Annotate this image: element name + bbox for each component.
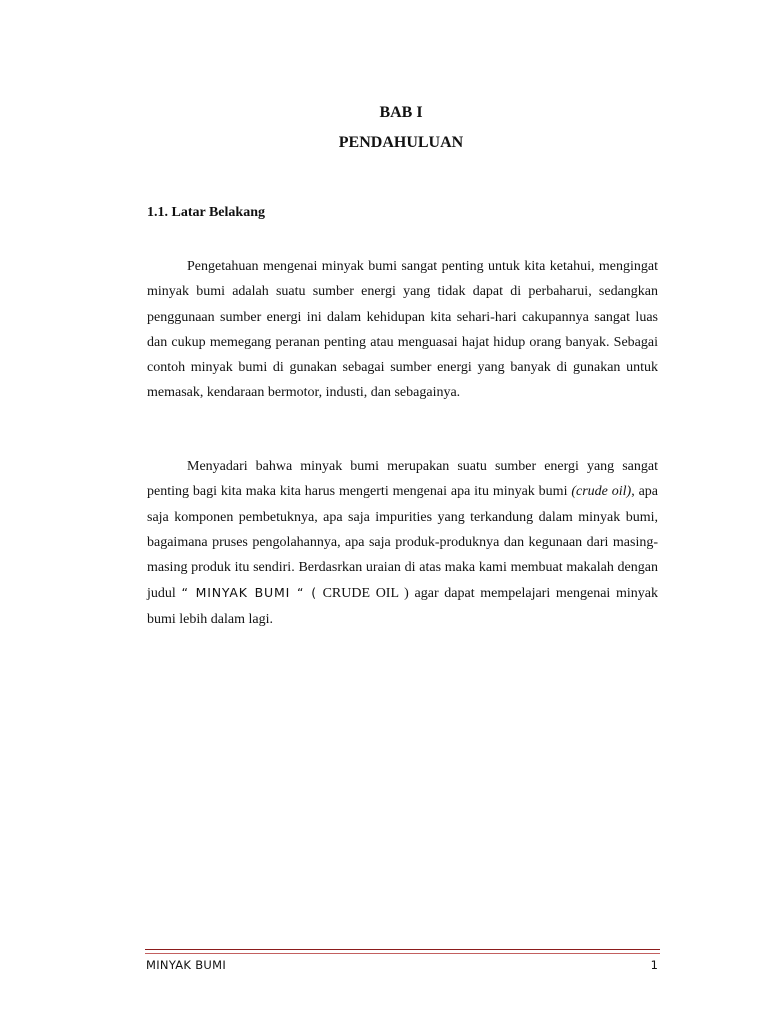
paragraph-2-text-b: , apa saja komponen pembetuknya, apa saja impurities yang terkandung dalam minyak bumi, bagaimana pruses pengolahannya, apa saja produk-produknya dan kegunaan dari masing-masing produk itu sendiri. Berdasrkan uraian di atas maka kami membuat makalah dengan judul bbox=[147, 484, 659, 602]
paragraph-2 bbox=[147, 454, 658, 632]
chapter-label: BAB I bbox=[379, 104, 423, 121]
paragraph-2-quoted-title: “ MINYAK BUMI “ ( bbox=[181, 585, 317, 601]
footer-title: MINYAK BUMI bbox=[146, 958, 227, 972]
paragraph-2-text-c: CRUDE OIL ) agar dapat mempelajari mengenai minyak bumi lebih dalam lagi. bbox=[147, 586, 658, 627]
page-number: 1 bbox=[650, 958, 658, 972]
paragraph-2-text-a: Menyadari bahwa minyak bumi merupakan suatu sumber energi yang sangat penting bagi kita maka kita harus mengerti mengenai apa itu minyak bumi bbox=[147, 459, 658, 500]
paragraph-1: Pengetahuan mengenai minyak bumi sangat penting untuk kita ketahui, mengingat minyak bumi adalah suatu sumber energi yang tidak dapat di perbaharui, sedangkan penggunaan sumber energi ini dalam kehidupan kita sehari-hari cakupannya sangat luas dan cukup memegang peranan penting atau menguasai hajat hidup orang banyak. Sebagai contoh minyak bumi di gunakan sebagai sumber energi yang banyak di gunakan untuk memasak, kendaraan bermotor, industi, dan sebagainya. bbox=[147, 259, 658, 401]
chapter-title: PENDAHULUAN bbox=[338, 134, 464, 151]
section-heading: 1.1. Latar Belakang bbox=[147, 205, 265, 220]
footer-rule bbox=[145, 949, 660, 950]
paragraph-2-italic-term: (crude oil) bbox=[571, 484, 632, 500]
footer-rule-secondary bbox=[145, 953, 660, 954]
